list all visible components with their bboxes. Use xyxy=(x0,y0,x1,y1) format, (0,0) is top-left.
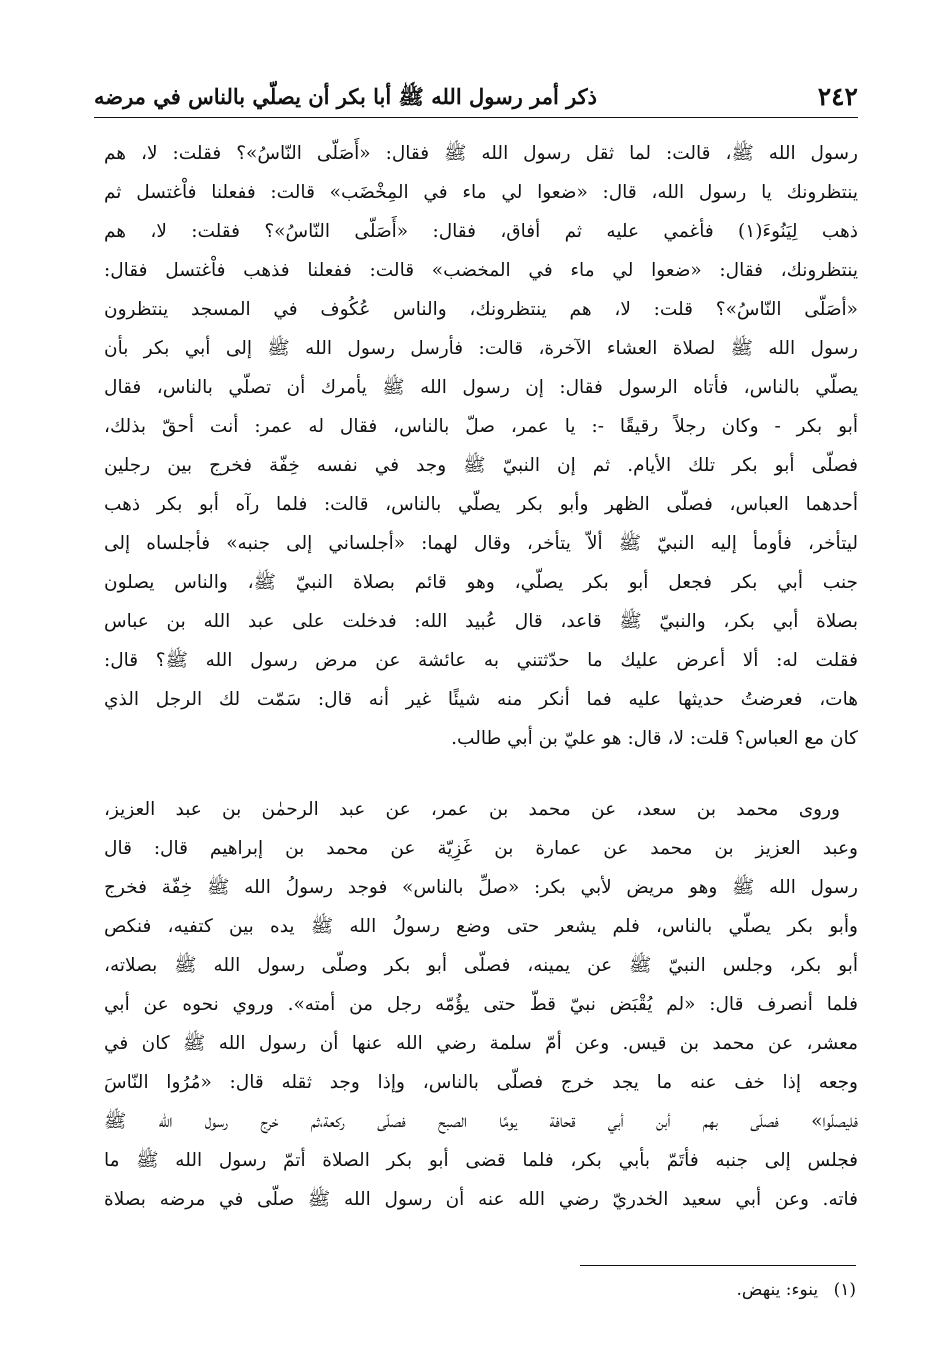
text-line: ينتظرونك يا رسول الله، قال: «ضعوا لي ماء في المِخْضَب» قالت: ففعلنا فاْغتسل ثم xyxy=(104,182,858,203)
text-line: رسول الله ﷺ لصلاة العشاء الآخرة، قالت: فأرسل رسول الله ﷺ إلى أبي بكر بأن xyxy=(104,338,858,359)
text-line: وروى محمد بن سعد، عن محمد بن عمر، عن عبد الرحمٰن بن عبد العزيز، xyxy=(104,799,840,820)
text-line: هات، فعرضتُ حديثها عليه فما أنكر منه شيئًا غير أنه قال: سَمّت لك الرجل الذي xyxy=(104,689,858,710)
text-line: كان مع العباس؟ قلت: لا، قال: هو عليّ بن أبي طالب. xyxy=(451,728,858,749)
footnote-text: ينوء: ينهض. xyxy=(736,1280,819,1300)
text-line: فليصلّوا» فصلّى بهم أبن أبي قحافة يومًا الصبح فصلّى ركعة،ثم خرج رسول الله ﷺ xyxy=(104,1111,858,1132)
footnote-rule xyxy=(580,1265,856,1266)
footnote xyxy=(736,1280,856,1300)
header-rule xyxy=(94,117,858,118)
paragraph-1 xyxy=(104,134,858,758)
text-line: ينتظرونك، فقال: «ضعوا لي ماء في المخضب» قالت: ففعلنا فذهب فاْغتسل فقال: xyxy=(104,260,858,281)
footnote-marker: (١) xyxy=(833,1280,856,1300)
text-line: فصلّى أبو بكر تلك الأيام. ثم إن النبيّ ﷺ وجد في نفسه خِفّة فخرج بين رجلين xyxy=(104,455,858,476)
text-line: يصلّي بالناس، فأتاه الرسول فقال: إن رسول الله ﷺ يأمرك أن تصلّي بالناس، فقال xyxy=(104,377,858,398)
text-line: فجلس إلى جنبه فأتَمّ بأبي بكر، فلما قضى أبو بكر الصلاة أتمّ رسول الله ﷺ ما xyxy=(104,1150,858,1171)
paragraph-2 xyxy=(104,790,858,1219)
text-line: رسول الله ﷺ، قالت: لما ثقل رسول الله ﷺ فقال: «أَصَلّى النّاسُ»؟ فقلت: لا، هم xyxy=(104,143,858,164)
text-line: ذهب لِيَنُوءَ(١) فأغمي عليه ثم أفاق، فقال: «أَصَلّى النّاسُ»؟ فقلت: لا، هم xyxy=(104,221,858,242)
text-line: جنب أبي بكر فجعل أبو بكر يصلّي، وهو قائم بصلاة النبيّ ﷺ، والناس يصلون xyxy=(104,572,858,593)
text-line: «أصَلّى النّاسُ»؟ قلت: لا، هم ينتظرونك، والناس عُكُوف في المسجد ينتظرون xyxy=(104,299,858,320)
text-line: فاته. وعن أبي سعيد الخدريّ رضي الله عنه أن رسول الله ﷺ صلّى في مرضه بصلاة xyxy=(104,1189,858,1210)
text-line: وجعه إذا خف عنه ما يجد خرج فصلّى بالناس، وإذا وجد ثقله قال: «مُرُوا النّاسَ xyxy=(104,1072,858,1093)
running-title: ذكر أمر رسول الله ﷺ أبا بكر أن يصلّي بالناس في مرضه xyxy=(94,84,598,109)
text-line: وعبد العزيز بن محمد عن عمارة بن غَزِيّة عن محمد بن إبراهيم قال: قال xyxy=(104,838,858,859)
text-line: فقلت له: ألا أعرض عليك ما حدّثتني به عائشة عن مرض رسول الله ﷺ؟ قال: xyxy=(104,650,858,671)
text-line: وأبو بكر يصلّي بالناس، فلم يشعر حتى وضع رسولُ الله ﷺ يده بين كتفيه، فنكص xyxy=(104,916,858,937)
text-line: معشر، عن محمد بن قيس. وعن أمّ سلمة رضي الله عنها أن رسول الله ﷺ كان في xyxy=(104,1033,858,1054)
page-number: ٢٤٢ xyxy=(817,82,858,111)
text-line: بصلاة أبي بكر، والنبيّ ﷺ قاعد، قال عُبيد الله: فدخلت على عبد الله بن عباس xyxy=(104,611,858,632)
text-line: ليتأخر، فأومأ إليه النبيّ ﷺ ألاّ يتأخر، وقال لهما: «أجلساني إلى جنبه» فأجلساه إلى xyxy=(104,533,858,554)
text-line: أحدهما العباس، فصلّى الظهر وأبو بكر يصلّي بالناس، قالت: فلما رآه أبو بكر ذهب xyxy=(104,494,858,515)
page-header xyxy=(94,78,858,120)
text-line: رسول الله ﷺ وهو مريض لأبي بكر: «صلِّ بالناس» فوجد رسولُ الله ﷺ خِفّة فخرج xyxy=(104,877,858,898)
text-line: فلما أنصرف قال: «لم يُقْبَض نبيّ قطّ حتى يؤُمّه رجل من أمته». وروي نحوه عن أبي xyxy=(104,994,858,1015)
text-line: أبو بكر، وجلس النبيّ ﷺ عن يمينه، فصلّى أبو بكر وصلّى رسول الله ﷺ بصلاته، xyxy=(104,955,858,976)
text-line: أبو بكر - وكان رجلاً رقيقًا -: يا عمر، صلّ بالناس، فقال له عمر: أنت أحقّ بذلك، xyxy=(104,416,858,437)
